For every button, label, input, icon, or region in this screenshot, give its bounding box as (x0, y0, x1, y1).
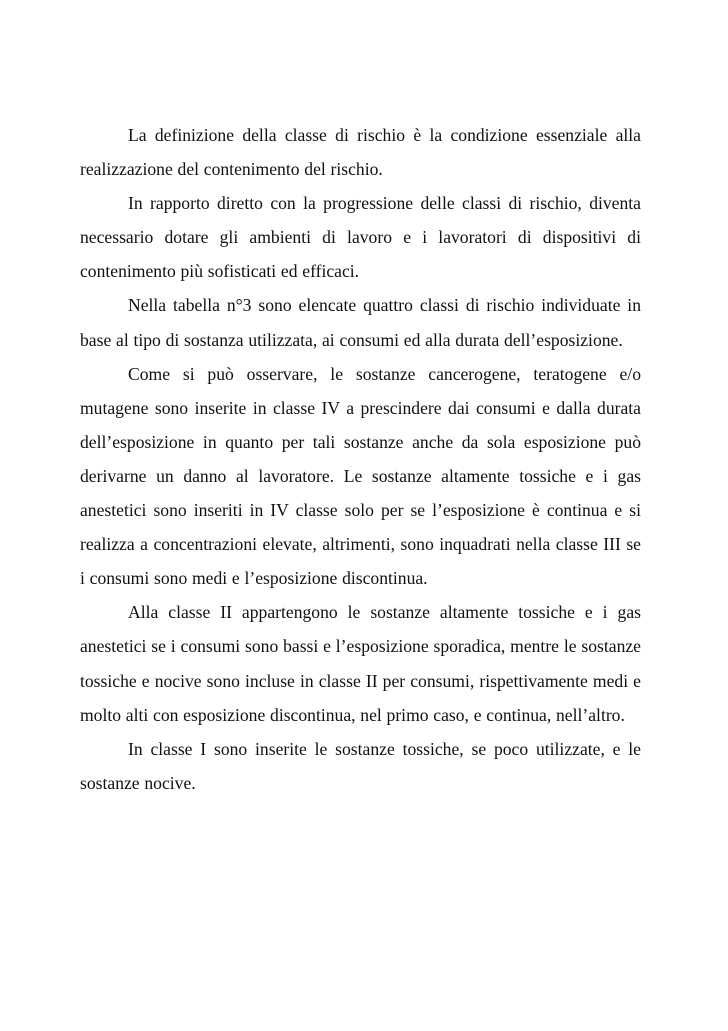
paragraph-class-ii: Alla classe II appartengono le sostanze altamente tossiche e i gas anestetici se i consumi sono bassi e l’esposizione sporadica, mentre le sostanze tossiche e nocive sono incluse in classe II per consumi, rispettivamente medi e molto alti con esposizione discontinua, nel primo caso, e continua, nell’altro. (80, 602, 641, 725)
paragraph-class-iv: Come si può osservare, le sostanze cancerogene, teratogene e/o mutagene sono inserite in classe IV a prescindere dai consumi e dalla durata dell’esposizione in quanto per tali sostanze anche da sola esposizione può derivarne un danno al lavoratore. Le sostanze altamente tossiche e i gas anestetici sono inseriti in IV classe solo per se l’esposizione è continua e si realizza a concentrazioni elevate, altrimenti, sono inquadrati nella classe III se i consumi sono medi e l’esposizione discontinua. (80, 363, 641, 589)
paragraph-table-reference: Nella tabella n°3 sono elencate quattro classi di rischio individuate in base al tipo di sostanza utilizzata, ai consumi ed alla durata dell’esposizione. (80, 295, 641, 350)
paragraph-definition: La definizione della classe di rischio è la condizione essenziale alla realizzazione del contenimento del rischio. (80, 125, 641, 180)
paragraph-progression: In rapporto diretto con la progressione delle classi di rischio, diventa necessario dotare gli ambienti di lavoro e i lavoratori di dispositivi di contenimento più sofisticati ed efficaci. (80, 193, 641, 282)
paragraph-class-i: In classe I sono inserite le sostanze tossiche, se poco utilizzate, e le sostanze nocive. (80, 738, 641, 793)
body-text (80, 118, 641, 800)
